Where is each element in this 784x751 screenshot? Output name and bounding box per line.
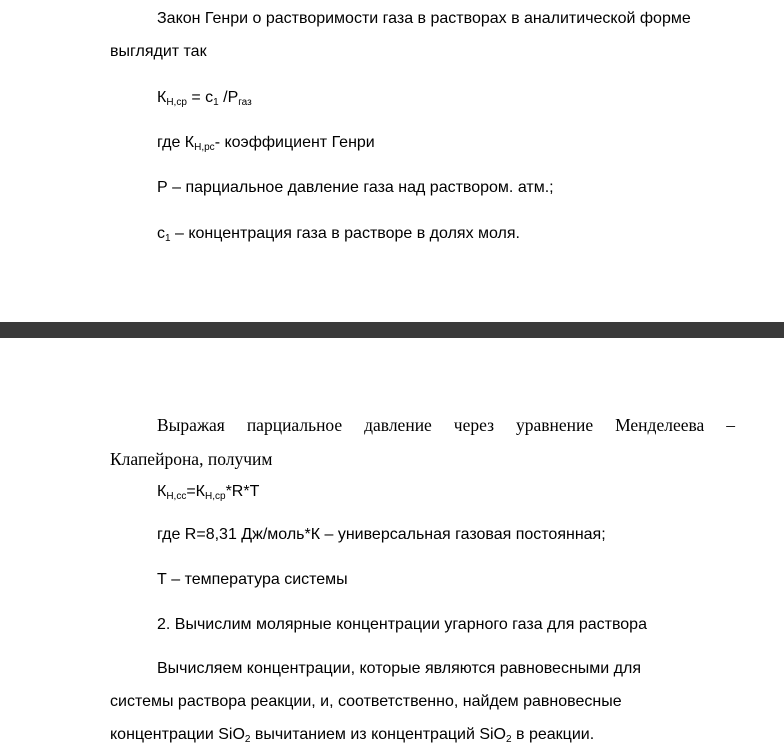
paragraph-line: Клапейрона, получим bbox=[110, 449, 273, 469]
formula-text: К bbox=[157, 89, 167, 106]
paragraph-line bbox=[110, 725, 594, 747]
formula-text: К bbox=[157, 483, 167, 500]
formula-text: /P bbox=[218, 89, 239, 106]
paragraph-subscript: 2 bbox=[506, 734, 512, 745]
henry-law-formula bbox=[157, 88, 252, 110]
pressure-definition: Р – парциальное давление газа над раствором. атм.; bbox=[157, 179, 554, 196]
step-heading: 2. Вычислим молярные концентрации угарного газа для раствора bbox=[157, 616, 647, 633]
formula-subscript: Н,сс bbox=[166, 491, 187, 502]
paragraph-line: Закон Генри о растворимости газа в растворах в аналитической форме bbox=[157, 10, 691, 27]
clapeyron-formula bbox=[157, 482, 259, 504]
gas-constant-definition: где R=8,31 Дж/моль*К – универсальная газовая постоянная; bbox=[157, 526, 606, 543]
paragraph-line: Вычисляем концентрации, которые являются равновесными для bbox=[157, 660, 641, 677]
paragraph-text: концентрации SiO bbox=[110, 726, 245, 743]
formula-subscript: газ bbox=[238, 97, 252, 108]
definition-subscript: 1 bbox=[165, 233, 171, 244]
document-page-1 bbox=[0, 0, 784, 322]
document-page-2 bbox=[0, 338, 784, 751]
formula-text: =К bbox=[186, 483, 205, 500]
definition-subscript: Н,рс bbox=[194, 142, 215, 153]
definition-text: – концентрация газа в растворе в долях моля. bbox=[170, 225, 520, 242]
paragraph-subscript: 2 bbox=[244, 734, 251, 745]
formula-text: *R*T bbox=[225, 483, 260, 500]
formula-subscript: Н,ср bbox=[166, 97, 187, 108]
formula-text: = c bbox=[186, 89, 214, 106]
paragraph-text: в реакции. bbox=[511, 726, 595, 743]
page-separator bbox=[0, 322, 784, 338]
definition-text: - коэффициент Генри bbox=[214, 134, 375, 151]
paragraph-line: системы раствора реакции, и, соответственно, найдем равновесные bbox=[110, 693, 622, 710]
concentration-definition bbox=[157, 224, 520, 246]
paragraph-text: вычитанием из концентраций SiO bbox=[250, 726, 506, 743]
paragraph-line: выглядит так bbox=[110, 43, 207, 60]
henry-coefficient-definition bbox=[157, 133, 375, 155]
definition-text: c bbox=[157, 225, 165, 242]
paragraph-line: Выражая парциальное давление через уравнение Менделеева – bbox=[157, 415, 735, 435]
formula-subscript: Н,ср bbox=[205, 491, 226, 502]
temperature-definition: Т – температура системы bbox=[157, 571, 348, 588]
formula-subscript: 1 bbox=[213, 97, 219, 108]
definition-text: где К bbox=[157, 134, 195, 151]
